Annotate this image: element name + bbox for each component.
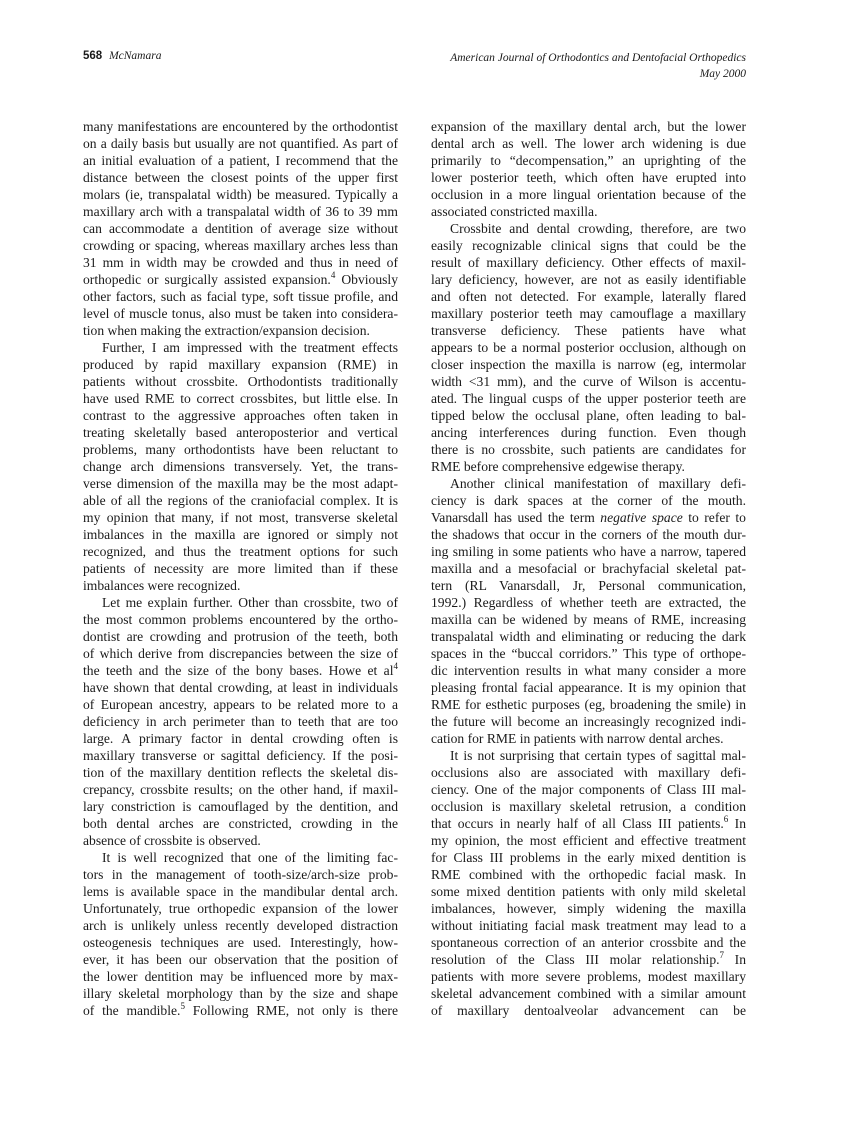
text-line: patients of necessity are more limited than if these — [83, 561, 398, 576]
text-line: ciency is dark spaces at the corner of the mouth. — [431, 493, 746, 508]
page-number: 568 — [83, 50, 103, 62]
text-line: occlusion in a more lingual orientation because of the — [431, 187, 746, 202]
reference-superscript: 7 — [719, 950, 725, 960]
text-line: on a daily basis but usually are not quantified. As part of — [83, 136, 398, 151]
text-line: ing smiling in some patients who have a narrow, tapered — [431, 544, 746, 559]
text-line: RME for esthetic purposes (eg, broadening the smile) in — [431, 697, 746, 712]
text-line: treating skeletally based anteroposterior and vertical — [83, 425, 398, 440]
text-line: maxillary transverse or sagittal deficiency. If the posi- — [83, 748, 398, 763]
text-segment: resolution of the Class III molar relationship. — [431, 952, 720, 967]
paragraph — [431, 475, 746, 747]
reference-superscript: 6 — [723, 814, 729, 824]
text-line: It is well recognized that one of the limiting fac- — [102, 850, 398, 865]
text-line: tors in the management of tooth-size/arch-size prob- — [83, 867, 398, 882]
text-line: appears to be a normal posterior occlusion, although on — [431, 340, 746, 355]
text-segment: Vanarsdall has used the term — [431, 510, 601, 525]
text-line: deficiency in arch perimeter than to teeth that are too — [83, 714, 398, 729]
paragraph — [83, 849, 398, 1019]
text-line: both dental arches are constricted, crowding in the — [83, 816, 398, 831]
text-line: of maxillary dentoalveolar advancement can be — [431, 1003, 746, 1018]
text-line: 31 mm in width may be crowded and thus in need of — [83, 255, 398, 270]
text-line: cation for RME in patients with narrow dental arches. — [431, 731, 724, 746]
reference-superscript: 5 — [180, 1001, 185, 1011]
text-line: distance between the closest points of the upper first — [83, 170, 398, 185]
text-line: level of muscle tonus, also must be taken into considera- — [83, 306, 398, 321]
text-line: width <31 mm), and the curve of Wilson is accentu- — [431, 374, 746, 389]
text-line: spontaneous correction of an anterior crossbite and the — [431, 935, 746, 950]
text-line: illary skeletal morphology than by the size and shape — [83, 986, 398, 1001]
text-line: tion of the maxillary dentition reflects the skeletal dis- — [83, 765, 398, 780]
text-line: my opinion that many, if not most, transverse skeletal — [83, 510, 398, 525]
text-line: lower posterior teeth, which often have erupted into — [431, 170, 746, 185]
paragraph — [431, 118, 746, 220]
text-line: without initiating facial mask treatment may lead to a — [431, 918, 746, 933]
text-line: occlusions also are associated with maxillary defi- — [431, 765, 746, 780]
text-line: 1992.) Regardless of whether teeth are extracted, the — [431, 595, 746, 610]
text-line: there is no crossbite, such patients are candidates for — [431, 442, 746, 457]
text-line: transverse deficiency. These patients have what — [431, 323, 746, 338]
text-line: RME before comprehensive edgewise therapy. — [431, 459, 685, 474]
text-line: the shadows that occur in the corners of the mouth dur- — [431, 527, 746, 542]
text-line: change arch dimensions transversely. Yet, the trans- — [83, 459, 398, 474]
text-line: tion when making the extraction/expansion decision. — [83, 323, 370, 338]
text-line: primarily to “decompensation,” an uprighting of the — [431, 153, 746, 168]
text-line: produced by rapid maxillary expansion (RME) in — [83, 357, 398, 372]
reference-superscript: 4 — [330, 270, 336, 280]
paragraph — [83, 339, 398, 594]
text-line: dontist are crowding and protrusion of the teeth, both — [83, 629, 398, 644]
text-column-right — [431, 118, 746, 1019]
text-line: verse dimension of the maxilla may be the most adapt- — [83, 476, 398, 491]
journal-title: American Journal of Orthodontics and Dentofacial Orthopedics — [450, 52, 746, 64]
text-line: of European ancestry, appears to be related more to a — [83, 697, 398, 712]
text-line: my opinion, the most efficient and effective treatment — [431, 833, 746, 848]
text-line: imbalances were recognized. — [83, 578, 241, 593]
text-line: pleasing frontal facial appearance. It is my opinion that — [431, 680, 746, 695]
text-line: molars (ie, transpalatal width) be measured. Typically a — [83, 187, 398, 202]
text-line: maxillary posterior teeth may camouflage a maxillary — [431, 306, 746, 321]
text-line: ever, it has been our observation that the position of — [83, 952, 398, 967]
text-line: many manifestations are encountered by the orthodontist — [83, 119, 398, 134]
text-line: Another clinical manifestation of maxillary defi- — [450, 476, 746, 491]
text-line: maxilla can be widened by means of RME, increasing — [431, 612, 746, 627]
author-name: McNamara — [109, 50, 162, 62]
text-line: tern (RL Vanarsdall, Jr, Personal communication, — [431, 578, 746, 593]
paragraph — [83, 118, 398, 339]
text-line — [83, 271, 398, 288]
text-line: RME combined with the orthopedic facial mask. In — [431, 867, 746, 882]
text-line: other factors, such as facial type, soft tissue profile, and — [83, 289, 398, 304]
text-line: patients with more severe problems, modest maxillary — [431, 969, 746, 984]
text-line: Crossbite and dental crowding, therefore, are two — [450, 221, 746, 236]
text-line: Unfortunately, true orthopedic expansion of the lower — [83, 901, 398, 916]
text-line: It is not surprising that certain types of sagittal mal- — [450, 748, 746, 763]
text-line: dental arch as well. The lower arch widening is due — [431, 136, 746, 151]
text-segment: orthopedic or surgically assisted expansion. — [83, 272, 331, 287]
text-line: dic intervention results in what many consider a more — [431, 663, 746, 678]
text-line: problems, many orthodontists have been reluctant to — [83, 442, 398, 457]
text-segment: In — [728, 816, 746, 831]
text-line: easily recognizable clinical signs that could be the — [431, 238, 746, 253]
text-line: some mixed dentition patients with only mild skeletal — [431, 884, 746, 899]
text-segment: the teeth and the size of the bony bases. Howe et al — [83, 663, 394, 678]
text-line: the future will become an increasingly recognized indi- — [431, 714, 746, 729]
text-line: able of all the regions of the craniofacial complex. It is — [83, 493, 398, 508]
text-line: ciency. One of the major components of Class III mal- — [431, 782, 746, 797]
text-line: occlusion is maxillary skeletal retrusion, a condition — [431, 799, 746, 814]
text-line: absence of crossbite is observed. — [83, 833, 261, 848]
text-line: Let me explain further. Other than crossbite, two of — [102, 595, 398, 610]
paragraph — [431, 747, 746, 1019]
text-line: the lower dentition may be influenced more by max- — [83, 969, 398, 984]
text-line: Further, I am impressed with the treatment effects — [102, 340, 398, 355]
text-line: contrast to the aggressive approaches often taken in — [83, 408, 398, 423]
reference-superscript: 4 — [393, 661, 398, 671]
text-column-left — [83, 118, 398, 1019]
text-line: spaces in the “buccal corridors.” This type of orthope- — [431, 646, 746, 661]
text-line: can accommodate a dentition of average size without — [83, 221, 398, 236]
text-line: lary deficiency, however, are not as easily identifiable — [431, 272, 746, 287]
text-line: of which derive from discrepancies between the size of — [83, 646, 398, 661]
text-line: the most common problems encountered by the ortho- — [83, 612, 398, 627]
text-line: transpalatal width and eliminating or reducing the dark — [431, 629, 746, 644]
issue-date: May 2000 — [699, 68, 746, 80]
text-line: crowding or spacing, whereas maxillary arches less than — [83, 238, 398, 253]
text-segment: In — [724, 952, 746, 967]
running-head-right — [450, 50, 746, 82]
text-line — [83, 1002, 398, 1019]
text-line: maxilla and a mesofacial or brachyfacial skeletal pat- — [431, 561, 746, 576]
text-line — [431, 815, 746, 832]
text-line: large. A primary factor in dental crowding often is — [83, 731, 398, 746]
text-line: imbalances, however, simply widening the maxilla — [431, 901, 746, 916]
text-line: tipped below the occlusal plane, often leading to bal- — [431, 408, 746, 423]
text-line: for Class III problems in the early mixed dentition is — [431, 850, 746, 865]
text-line: associated constricted maxilla. — [431, 204, 598, 219]
text-line: arch is unlikely unless recently developed distraction — [83, 918, 398, 933]
text-line: and often not detected. For example, laterally flared — [431, 289, 746, 304]
text-segment: Obviously — [335, 272, 399, 287]
text-line — [83, 662, 398, 679]
text-line — [431, 509, 746, 526]
text-segment: Following RME, not only is there — [184, 1003, 398, 1018]
text-line: patients without crossbite. Orthodontists traditionally — [83, 374, 398, 389]
paragraph — [431, 220, 746, 475]
text-line: recognized, and thus the treatment options for such — [83, 544, 398, 559]
text-line: lary constriction is camouflaged by the dentition, and — [83, 799, 398, 814]
text-line: skeletal advancement combined with a similar amount — [431, 986, 746, 1001]
text-segment: that occurs in nearly half of all Class III patients. — [431, 816, 724, 831]
italic-term: negative space — [600, 510, 683, 525]
text-segment: to refer to — [682, 510, 746, 525]
text-line: crepancy, crossbite results; on the other hand, if maxil- — [83, 782, 398, 797]
text-line — [431, 951, 746, 968]
text-line: ancing interferences during function. Even though — [431, 425, 746, 440]
text-line: ated. The lingual cusps of the upper posterior teeth are — [431, 391, 746, 406]
text-segment: of the mandible. — [83, 1003, 181, 1018]
running-head-left — [83, 50, 161, 62]
text-line: osteogenesis techniques are used. Interestingly, how- — [83, 935, 398, 950]
text-line: result of maxillary deficiency. Other effects of maxil- — [431, 255, 746, 270]
text-line: have used RME to correct crossbites, but little else. In — [83, 391, 398, 406]
text-line: an initial evaluation of a patient, I recommend that the — [83, 153, 398, 168]
text-line: lems is available space in the mandibular dental arch. — [83, 884, 398, 899]
text-line: have shown that dental crowding, at least in individuals — [83, 680, 398, 695]
text-line: imbalances in the maxilla are ignored or simply not — [83, 527, 398, 542]
text-line: closer inspection the maxilla is narrow (eg, intermolar — [431, 357, 746, 372]
text-line: expansion of the maxillary dental arch, but the lower — [431, 119, 746, 134]
text-line: maxillary arch with a transpalatal width of 36 to 39 mm — [83, 204, 398, 219]
paragraph — [83, 594, 398, 849]
